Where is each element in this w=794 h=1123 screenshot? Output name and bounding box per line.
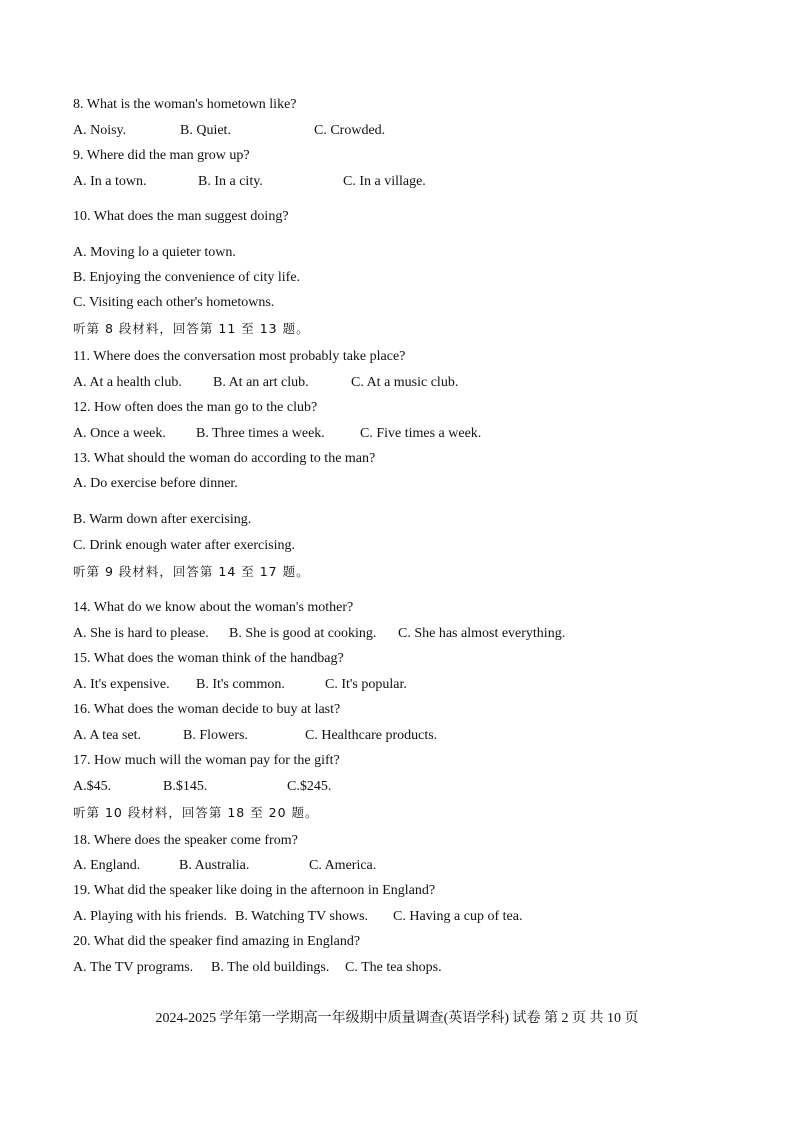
option-c: C.$245. — [287, 779, 332, 794]
option-b: B. The old buildings. — [211, 960, 330, 975]
option-c: C. She has almost everything. — [398, 626, 566, 641]
option-b: B. Watching TV shows. — [235, 909, 369, 924]
question-10-option-a: A. Moving lo a quieter town. — [73, 245, 236, 260]
option-c: C. Crowded. — [314, 123, 386, 138]
option-a: A. She is hard to please. — [73, 626, 209, 641]
question-13-option-b: B. Warm down after exercising. — [73, 512, 252, 527]
option-b: B. Australia. — [179, 858, 250, 873]
question-12-stem: 12. How often does the man go to the club? — [73, 400, 318, 415]
option-b: B. It's common. — [196, 677, 285, 692]
option-b: B. At an art club. — [213, 375, 309, 390]
option-a: A. Once a week. — [73, 426, 166, 441]
option-b: B. Flowers. — [183, 728, 248, 743]
option-c: C. At a music club. — [351, 375, 459, 390]
option-a: A. At a health club. — [73, 375, 182, 390]
question-16-stem: 16. What does the woman decide to buy at last? — [73, 702, 341, 717]
option-a: A. In a town. — [73, 174, 147, 189]
question-20-stem: 20. What did the speaker find amazing in England? — [73, 934, 361, 949]
question-8-stem: 8. What is the woman's hometown like? — [73, 97, 297, 112]
option-c: C. In a village. — [343, 174, 426, 189]
option-b: B.$145. — [163, 779, 208, 794]
option-a: A.$45. — [73, 779, 112, 794]
option-c: C. The tea shops. — [345, 960, 442, 975]
option-a: A. Playing with his friends. — [73, 909, 227, 924]
option-b: B. She is good at cooking. — [229, 626, 377, 641]
option-a: A. England. — [73, 858, 141, 873]
option-a: A. Noisy. — [73, 123, 127, 138]
option-a: A. The TV programs. — [73, 960, 194, 975]
option-c: C. Five times a week. — [360, 426, 482, 441]
option-c: C. Healthcare products. — [305, 728, 438, 743]
option-b: B. Quiet. — [180, 123, 231, 138]
section-10-instruction: 听第 10 段材料，回答第 18 至 20 题。 — [73, 805, 319, 820]
option-c: C. America. — [309, 858, 377, 873]
section-8-instruction: 听第 8 段材料，回答第 11 至 13 题。 — [73, 321, 310, 336]
option-a: A. A tea set. — [73, 728, 142, 743]
question-10-option-c: C. Visiting each other's hometowns. — [73, 295, 275, 310]
option-b: B. Three times a week. — [196, 426, 325, 441]
question-13-option-a: A. Do exercise before dinner. — [73, 476, 238, 491]
option-a: A. It's expensive. — [73, 677, 170, 692]
section-9-instruction: 听第 9 段材料，回答第 14 至 17 题。 — [73, 564, 310, 579]
question-15-stem: 15. What does the woman think of the handbag? — [73, 651, 344, 666]
question-18-stem: 18. Where does the speaker come from? — [73, 833, 298, 848]
question-10-stem: 10. What does the man suggest doing? — [73, 209, 289, 224]
option-b: B. In a city. — [198, 174, 263, 189]
question-19-stem: 19. What did the speaker like doing in the afternoon in England? — [73, 883, 436, 898]
question-14-stem: 14. What do we know about the woman's mother? — [73, 600, 354, 615]
question-13-stem: 13. What should the woman do according to the man? — [73, 451, 376, 466]
question-10-option-b: B. Enjoying the convenience of city life. — [73, 270, 301, 285]
question-9-stem: 9. Where did the man grow up? — [73, 148, 250, 163]
question-13-option-c: C. Drink enough water after exercising. — [73, 538, 295, 553]
option-c: C. It's popular. — [325, 677, 407, 692]
question-11-stem: 11. Where does the conversation most probably take place? — [73, 349, 406, 364]
page-footer: 2024-2025 学年第一学期高一年级期中质量调查(英语学科) 试卷 第 2 页 共 10 页 — [155, 1011, 639, 1026]
question-17-stem: 17. How much will the woman pay for the gift? — [73, 753, 340, 768]
option-c: C. Having a cup of tea. — [393, 909, 523, 924]
